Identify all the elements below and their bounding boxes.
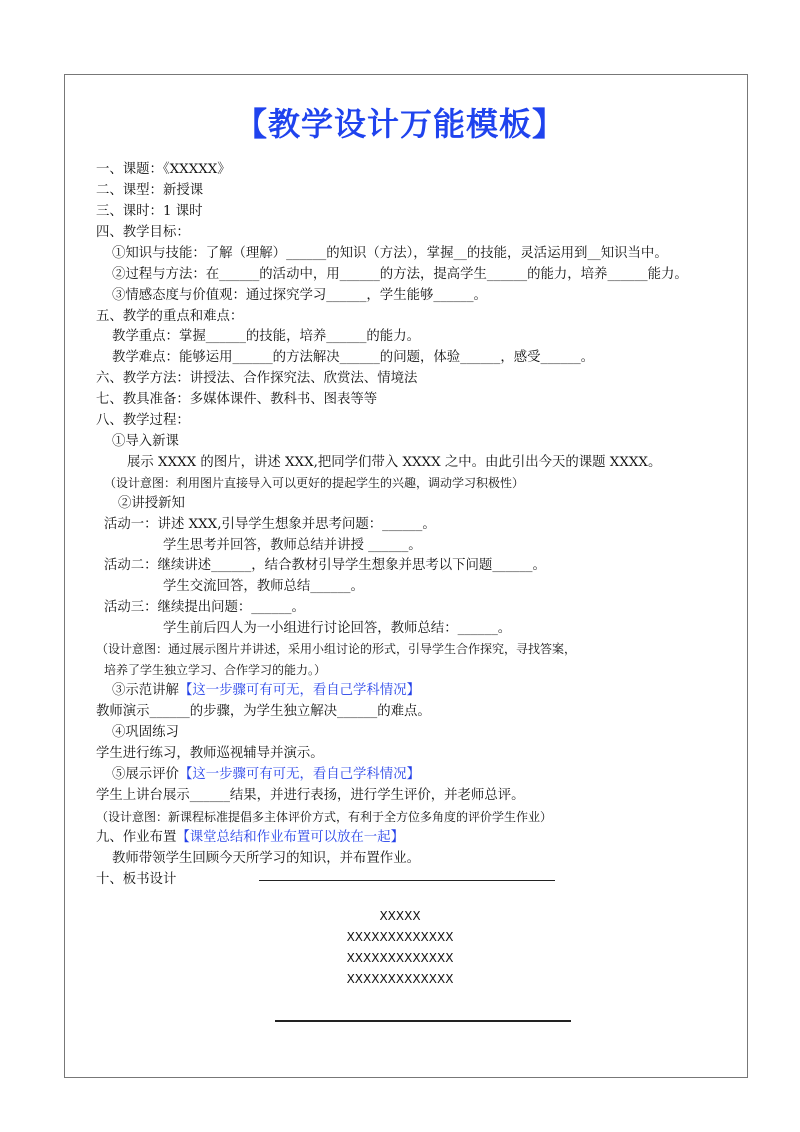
line-key-points-heading: 五、教学的重点和难点： — [96, 309, 244, 324]
line-objective-knowledge: ①知识与技能：了解（理解）______的知识（方法），掌握__的技能，灵活运用到__知识当中。 — [112, 246, 668, 261]
line-homework-detail: 教师带领学生回顾今天所学习的知识，并布置作业。 — [112, 851, 420, 866]
line-step-evaluation — [112, 765, 420, 785]
line-activity-one: 活动一：讲述 XXX,引导学生想象并思考问题：______。 — [104, 517, 436, 532]
line-methods: 六、教学方法：讲授法、合作探究法、欣赏法、情境法 — [96, 371, 418, 386]
line-hours: 三、课时：1 课时 — [96, 204, 203, 219]
line-difficult-point: 教学难点：能够运用______的方法解决______的问题，体验______，感受______。 — [112, 350, 595, 365]
homework-note: 【课堂总结和作业布置可以放在一起】 — [176, 830, 404, 845]
line-objective-attitude: ③情感态度与价值观：通过探究学习______，学生能够______。 — [112, 288, 487, 303]
line-evaluation-detail: 学生上讲台展示______结果，并进行表扬，进行学生评价，并老师总评。 — [96, 788, 525, 803]
line-tools: 七、教具准备：多媒体课件、教科书、图表等等 — [96, 392, 378, 407]
line-key-point: 教学重点：掌握______的技能，培养______的能力。 — [112, 329, 420, 344]
line-activity-one-answer: 学生思考并回答，教师总结并讲授 ______。 — [163, 538, 422, 553]
step-demo-note: 【这一步骤可有可无，看自己学科情况】 — [178, 683, 420, 698]
board-line: XXXXXXXXXXXXX — [346, 972, 454, 986]
step-demo-label: ③示范讲解 — [112, 683, 179, 698]
line-homework-heading — [96, 828, 404, 848]
document-title: 【教学设计万能模板】 — [234, 105, 565, 143]
line-demo-detail: 教师演示______的步骤，为学生独立解决______的难点。 — [96, 704, 431, 719]
line-step-practice: ④巩固练习 — [112, 725, 179, 740]
line-objectives-heading: 四、教学目标： — [96, 225, 190, 240]
line-intro-detail: 展示 XXXX 的图片，讲述 XXX,把同学们带入 XXXX 之中。由此引出今天的课题 XXXX。 — [127, 455, 662, 470]
board-top-divider — [259, 880, 555, 881]
step-evaluation-note: 【这一步骤可有可无，看自己学科情况】 — [178, 767, 420, 782]
board-content — [0, 906, 800, 990]
line-new-knowledge-intent: （设计意图：通过展示图片并讲述，采用小组讨论的形式，引导学生合作探究，寻找答案， — [96, 642, 577, 656]
board-line: XXXXXXXXXXXXX — [346, 930, 454, 944]
line-practice-detail: 学生进行练习，教师巡视辅导并演示。 — [96, 746, 324, 761]
line-new-knowledge-intent-cont: 培养了学生独立学习、合作学习的能力。） — [104, 663, 327, 677]
line-objective-process: ②过程与方法：在______的活动中，用______的方法，提高学生______的能力，培养______能力。 — [112, 267, 688, 282]
board-line: XXXXX — [379, 909, 421, 923]
line-step-demo — [112, 681, 420, 701]
line-intro-intent: （设计意图：利用图片直接导入可以更好的提起学生的兴趣，调动学习积极性） — [104, 476, 525, 490]
board-line: XXXXXXXXXXXXX — [346, 951, 454, 965]
line-step-new-knowledge: ②讲授新知 — [118, 496, 185, 511]
board-bottom-divider — [275, 1020, 571, 1022]
line-activity-three: 活动三：继续提出问题：______。 — [104, 600, 305, 615]
line-lesson-type: 二、课型：新授课 — [96, 183, 204, 198]
line-activity-two-answer: 学生交流回答，教师总结______。 — [163, 579, 364, 594]
homework-label: 九、作业布置 — [96, 830, 177, 845]
line-board-heading: 十、板书设计 — [96, 872, 177, 887]
line-activity-two: 活动二：继续讲述______，结合教材引导学生想象并思考以下问题______。 — [104, 558, 546, 573]
line-step-intro: ①导入新课 — [112, 434, 179, 449]
line-topic: 一、课题：《XXXXX》 — [96, 162, 231, 177]
step-evaluation-label: ⑤展示评价 — [112, 767, 179, 782]
line-process-heading: 八、教学过程： — [96, 413, 190, 428]
line-evaluation-intent: （设计意图：新课程标准提倡多主体评价方式，有利于全方位多角度的评价学生作业） — [96, 810, 553, 824]
line-activity-three-answer: 学生前后四人为一小组进行讨论回答，教师总结：______。 — [163, 621, 512, 636]
